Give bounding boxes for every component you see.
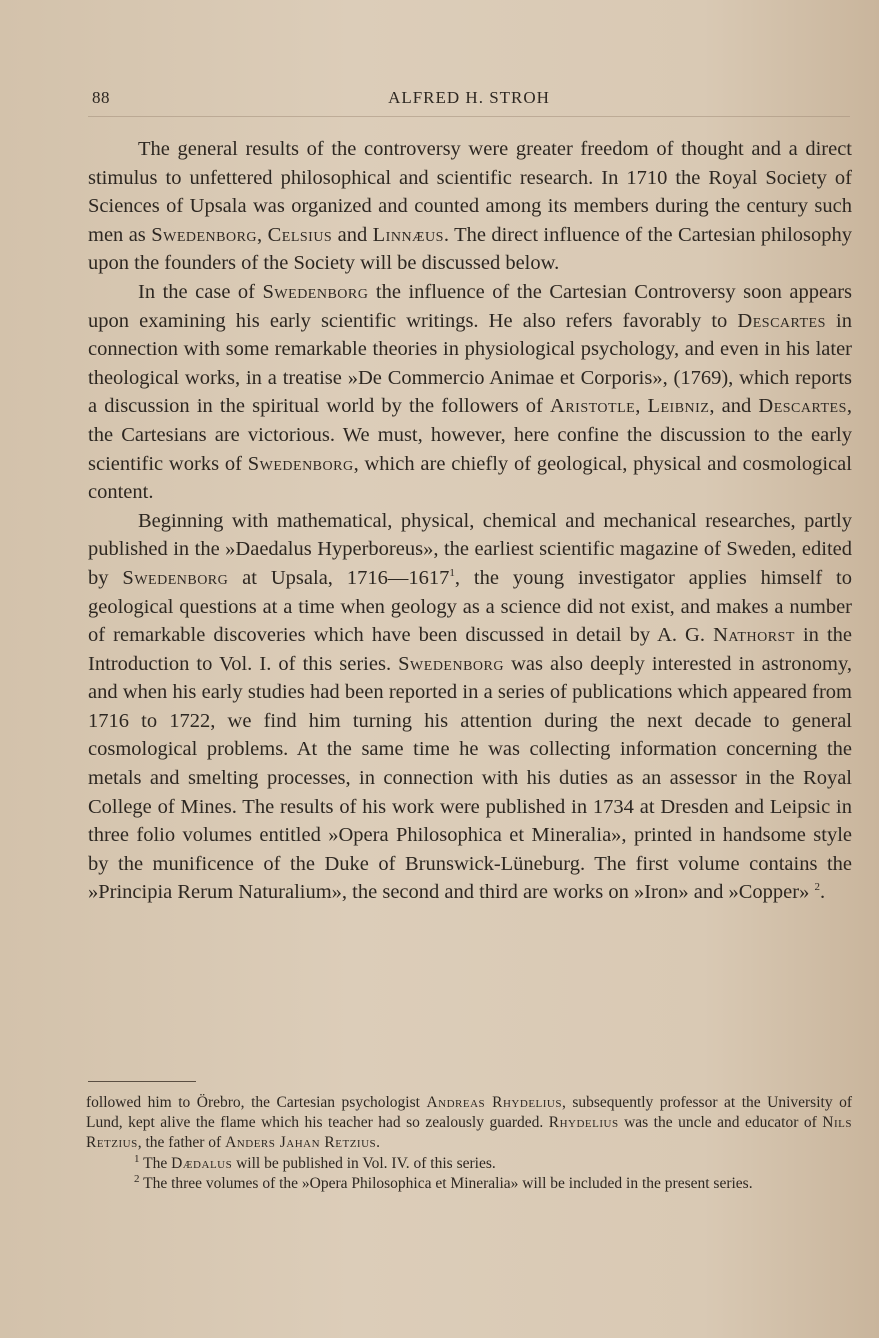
name-smallcaps: Swedenborg bbox=[122, 566, 229, 589]
name-smallcaps: Swedenborg bbox=[151, 223, 258, 246]
name-smallcaps: Aristotle bbox=[550, 395, 636, 418]
running-head: ALFRED H. STROH bbox=[388, 88, 550, 107]
paragraph-3: Beginning with mathematical, physical, chemical and mechanical researches, partly published in the »Daedalus Hyperboreus», the earliest scientific magazine of Sweden, edited by Swedenborg at Upsala, 1716—1617$^1$, the young investigator applies himself to geological questions at a time when geology as a science did not exist, and makes a number of remarkable discoveries which have been discussed in detail by A. G. Nathorst in the Introduction to Vol. I. of this series. Swedenborg was also deeply interested in astronomy, and when his early studies had been reported in a series of publications which appeared from 1716 to 1722, we find him turning his attention during the next decade to general cosmological problems. At the same time he was collecting information concerning the metals and smelting processes, in connection with his duties as an assessor in the Royal College of Mines. The results of his work were published in 1734 at Dresden and Leipsic in three folio volumes entitled »Opera Philosophica et Mineralia», printed in handsome style by the munificence of the Duke of Brunswick-Lüneburg. The first volume contains the »Principia Rerum Naturalium», the second and third are works on »Iron» and »Copper» $^2$. bbox=[88, 509, 852, 904]
name-smallcaps: Swedenborg bbox=[262, 280, 369, 303]
name-smallcaps: Descartes bbox=[737, 309, 826, 332]
name-smallcaps: Nathorst bbox=[713, 624, 795, 647]
header-rule bbox=[88, 116, 850, 117]
footnotes bbox=[86, 1093, 852, 1194]
name-smallcaps: Linnæus bbox=[372, 223, 444, 246]
footnote-2: $^2$ The three volumes of the »Opera Philosophica et Mineralia» will be included in the present series. bbox=[134, 1172, 753, 1192]
footnote-1: $^1$ The Dædalus will be published in Vol. IV. of this series. bbox=[134, 1152, 496, 1172]
name-smallcaps: Celsius bbox=[267, 223, 333, 246]
paragraph-1: The general results of the controversy were greater freedom of thought and a direct stimulus to unfettered philosophical and scientific research. In 1710 the Royal Society of Sciences of Upsala was organized and counted among its members during the century such men as Swedenborg, Celsius and Linnæus. The direct influence of the Cartesian philosophy upon the founders of the Society will be discussed below. bbox=[88, 138, 853, 275]
name-smallcaps: Descartes bbox=[758, 395, 847, 418]
footnote-ref-1: 1 bbox=[449, 567, 455, 580]
footnote-rule bbox=[88, 1081, 196, 1082]
paragraph-2: In the case of Swedenborg the influence of the Cartesian Controversy soon appears upon examining his early scientific writings. He also refers favorably to Descartes in connection with some remarkable theories in physiological psychology, and even in his later theological works, in a treatise »De Commercio Animae et Corporis», (1769), which reports a discussion in the spiritual world by the followers of Aristotle, Leibniz, and Descartes, the Cartesians are victorious. We must, however, here confine the discussion to the early scientific works of Swedenborg, which are chiefly of geological, physical and cosmological content. bbox=[88, 280, 852, 504]
name-smallcaps: Swedenborg bbox=[247, 452, 354, 475]
page-header bbox=[88, 88, 850, 110]
name-smallcaps: Leibniz bbox=[647, 395, 710, 418]
name-smallcaps: Swedenborg bbox=[398, 652, 504, 675]
page-number: 88 bbox=[92, 88, 110, 107]
main-text bbox=[88, 135, 852, 907]
footnote-ref-2: 2 bbox=[814, 881, 820, 894]
footnote-continuation: followed him to Örebro, the Cartesian psychologist Andreas Rhydelius, subsequently professor at the University of Lund, kept alive the flame which his teacher had so zealously guarded. Rhydelius was the uncle and educator of Nils Retzius, the father of Anders Jahan Retzius. bbox=[86, 1094, 852, 1152]
